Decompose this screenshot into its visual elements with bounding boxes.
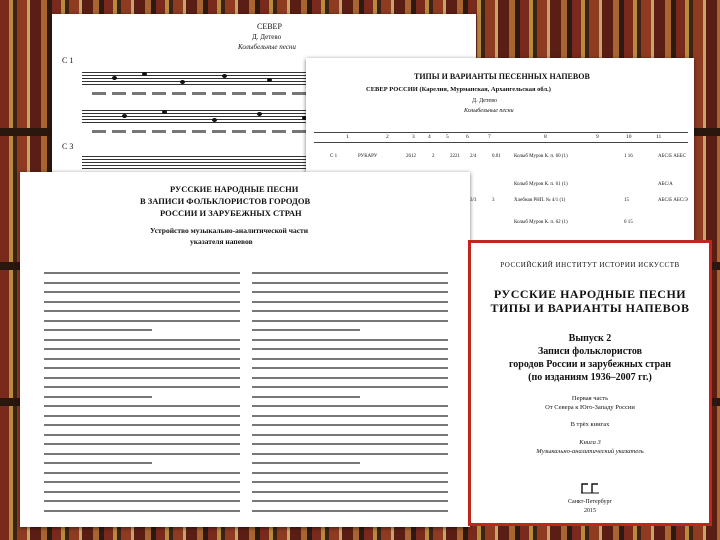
text-line: [44, 415, 240, 417]
score-label: С 3: [62, 142, 74, 151]
score-subtitle: Д. Детево: [252, 33, 282, 41]
text-line: [252, 405, 448, 407]
table-header-cell: 10: [626, 134, 632, 140]
text-line: [44, 291, 240, 293]
text-line: [44, 472, 240, 474]
table-village: Д. Детево: [472, 98, 497, 104]
table-header-cell: 2: [386, 134, 389, 140]
text-line: [252, 282, 448, 284]
table-cell: 0.01: [492, 154, 501, 159]
cover-title-line: ТИПЫ И ВАРИАНТЫ НАПЕВОВ: [490, 301, 690, 315]
table-header-cell: 8: [544, 134, 547, 140]
text-line: [252, 500, 448, 502]
score-region: СЕВЕР: [257, 22, 282, 31]
table-header-cell: 9: [596, 134, 599, 140]
text-line: [252, 320, 448, 322]
text-line: [252, 396, 360, 398]
table-title: ТИПЫ И ВАРИАНТЫ ПЕСЕННЫХ НАПЕВОВ: [414, 72, 590, 81]
table-row: [314, 154, 688, 168]
text-line: [44, 491, 240, 493]
score-label: С 1: [62, 56, 74, 65]
cover-issue-line: Записи фольклористов: [537, 346, 643, 357]
text-line: [252, 453, 448, 455]
text-line: [44, 339, 240, 341]
text-line: [44, 301, 240, 303]
table-cell: АБС/Б АБС/Э: [658, 198, 688, 203]
cover-publisher: Санкт-Петербург: [568, 499, 612, 505]
table-header-cell: 4: [428, 134, 431, 140]
book-cover: [468, 240, 712, 526]
text-line: [44, 462, 152, 464]
table-genre: Колыбельные песни: [464, 108, 514, 114]
table-cell: РУКАРУ: [358, 154, 378, 159]
table-header-cell: 3: [412, 134, 415, 140]
text-title-line: РУССКИЕ НАРОДНЫЕ ПЕСНИ: [170, 184, 299, 194]
table-cell: Хлебная РНП. № 4/1 (1): [514, 198, 566, 203]
table-cell: 3: [492, 198, 495, 203]
cover-books: В трёх книгах: [570, 421, 610, 428]
text-section-line: Устройство музыкально-аналитической части: [150, 226, 309, 235]
text-line: [44, 329, 152, 331]
table-cell: Колыб Муров К. п. 62 (1): [514, 220, 568, 225]
text-line: [44, 320, 240, 322]
cover-book-line: Книга 3: [579, 439, 601, 446]
table-cell: Колыб Муров К. п. 60 (1): [514, 154, 568, 159]
text-title-line: В ЗАПИСИ ФОЛЬКЛОРИСТОВ ГОРОДОВ: [140, 196, 311, 206]
text-line: [252, 377, 448, 379]
table-cell: 2612: [406, 154, 416, 159]
text-line: [252, 424, 448, 426]
table-header-cell: 7: [488, 134, 491, 140]
cover-part-line: Первая часть: [571, 395, 609, 402]
text-line: [44, 367, 240, 369]
table-cell: 2221: [450, 154, 460, 159]
table-cell: 15: [624, 198, 629, 203]
table-cell: 2: [432, 154, 435, 159]
text-line: [252, 491, 448, 493]
text-line: [44, 500, 240, 502]
text-line: [44, 396, 152, 398]
table-cell: АБС/А: [658, 182, 673, 187]
table-cell: С 1: [330, 154, 338, 159]
cover-year: 2015: [584, 508, 596, 514]
table-cell: АБС/Б АББС: [658, 154, 686, 159]
text-line: [252, 272, 448, 274]
table-cell: 0 15: [624, 220, 633, 225]
text-line: [44, 510, 240, 512]
text-line: [44, 358, 240, 360]
cover-institute: РОССИЙСКИЙ ИНСТИТУТ ИСТОРИИ ИСКУССТВ: [500, 261, 680, 269]
table-region: СЕВЕР РОССИИ (Карелия, Мурманская, Архангельская обл.): [366, 86, 551, 93]
text-line: [252, 386, 448, 388]
text-line: [44, 443, 240, 445]
text-line: [44, 405, 240, 407]
score-genre: Колыбельные песни: [238, 43, 296, 51]
cover-issue-line: городов России и зарубежных стран: [508, 359, 672, 370]
table-header-cell: 11: [656, 134, 662, 140]
table-cell: 2/4: [470, 154, 477, 159]
text-line: [44, 282, 240, 284]
text-line: [252, 291, 448, 293]
text-line: [44, 386, 240, 388]
cover-title-line: РУССКИЕ НАРОДНЫЕ ПЕСНИ: [493, 287, 687, 301]
table-header-cell: 5: [446, 134, 449, 140]
cover-book-line: Музыкально-аналитический указатель: [536, 448, 644, 455]
text-line: [44, 453, 240, 455]
text-line: [44, 348, 240, 350]
text-line: [252, 510, 448, 512]
cover-issue-line: Выпуск 2: [568, 333, 612, 344]
text-line: [252, 339, 448, 341]
text-line: [252, 472, 448, 474]
table-header-cell: 6: [466, 134, 469, 140]
table-header-cell: 1: [346, 134, 349, 140]
text-line: [252, 415, 448, 417]
text-line: [44, 424, 240, 426]
text-page: [20, 172, 470, 527]
text-line: [252, 310, 448, 312]
text-section-line: указателя напевов: [190, 237, 253, 246]
text-line: [44, 310, 240, 312]
text-line: [44, 481, 240, 483]
text-title-line: РОССИИ И ЗАРУБЕЖНЫХ СТРАН: [160, 208, 302, 218]
text-line: [252, 443, 448, 445]
table-cell: 3/3: [470, 198, 477, 203]
text-line: [252, 462, 360, 464]
cover-part-line: От Севера к Юго-Западу России: [545, 404, 635, 411]
text-line: [252, 367, 448, 369]
text-line: [252, 301, 448, 303]
text-line: [44, 434, 240, 436]
text-line: [252, 348, 448, 350]
text-line: [252, 434, 448, 436]
table-cell: 1 16: [624, 154, 633, 159]
text-line: [44, 272, 240, 274]
table-cell: Колыб Муров К. п. 61 (1): [514, 182, 568, 187]
publisher-logo-icon: [579, 481, 601, 495]
text-line: [252, 481, 448, 483]
text-line: [44, 377, 240, 379]
cover-issue-line: (по изданиям 1936–2007 гг.): [528, 372, 652, 383]
text-line: [252, 329, 360, 331]
text-line: [252, 358, 448, 360]
